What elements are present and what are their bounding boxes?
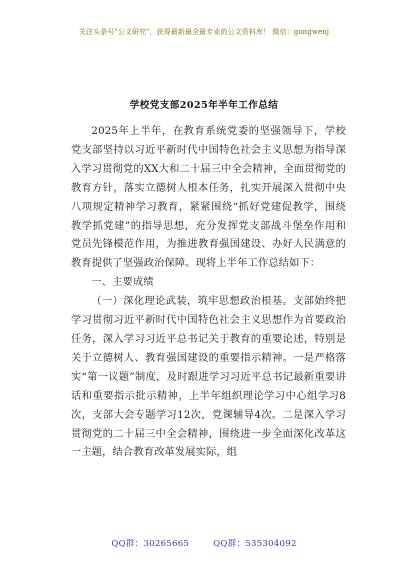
footer-qq-group-1: QQ群：30265665 bbox=[111, 539, 190, 549]
footer-qq-group-2: QQ群：535304092 bbox=[213, 539, 297, 549]
footer-note bbox=[0, 537, 408, 549]
document-title: 学校党支部2025年半年工作总结 bbox=[129, 100, 279, 111]
header-note: 关注头条号"公文研究"，获得最新最全最专业的公文资料库！ 微信：gongwenj bbox=[78, 28, 330, 36]
document-body bbox=[71, 123, 346, 463]
section-heading: 一、主要成绩 bbox=[91, 277, 154, 289]
intro-paragraph: 2025年上半年，在教育系统党委的坚强领导下，学校党支部坚持以习近平新时代中国特色社会主义思想为指导深入学习贯彻党的XX大和二十届三中全会精神，全面贯彻党的教育方针，落实立德树人根本任务，扎实开展深入贯彻中央八项规定精神学习教育，紧紧围绕“抓好党建促教学，围绕教学抓党建”的指导思想，充分发挥党支部战斗堡垒作用和党员先锋模范作用，为推进教育强国建设、办好人民满意的教育提供了坚强政治保障。现将上半年工作总结如下： bbox=[71, 126, 346, 270]
body-paragraph: （一）深化理论武装，筑牢思想政治根基。支部始终把学习贯彻习近平新时代中国特色社会主义思想作为首要政治任务，深入学习习近平总书记关于教育的重要论述，特别是关于立德树人、教育强国建设的重要指示精神。一是严格落实“第一议题”制度，及时跟进学习习近平总书记最新重要讲话和重要指示批示精神，上半年组织理论学习中心组学习8次，支部大会专题学习12次，党课辅导4次。二是深入学习贯彻党的二十届三中全会精神，围绕进一步全面深化改革这一主题，结合教育改革发展实际，组 bbox=[71, 296, 346, 459]
